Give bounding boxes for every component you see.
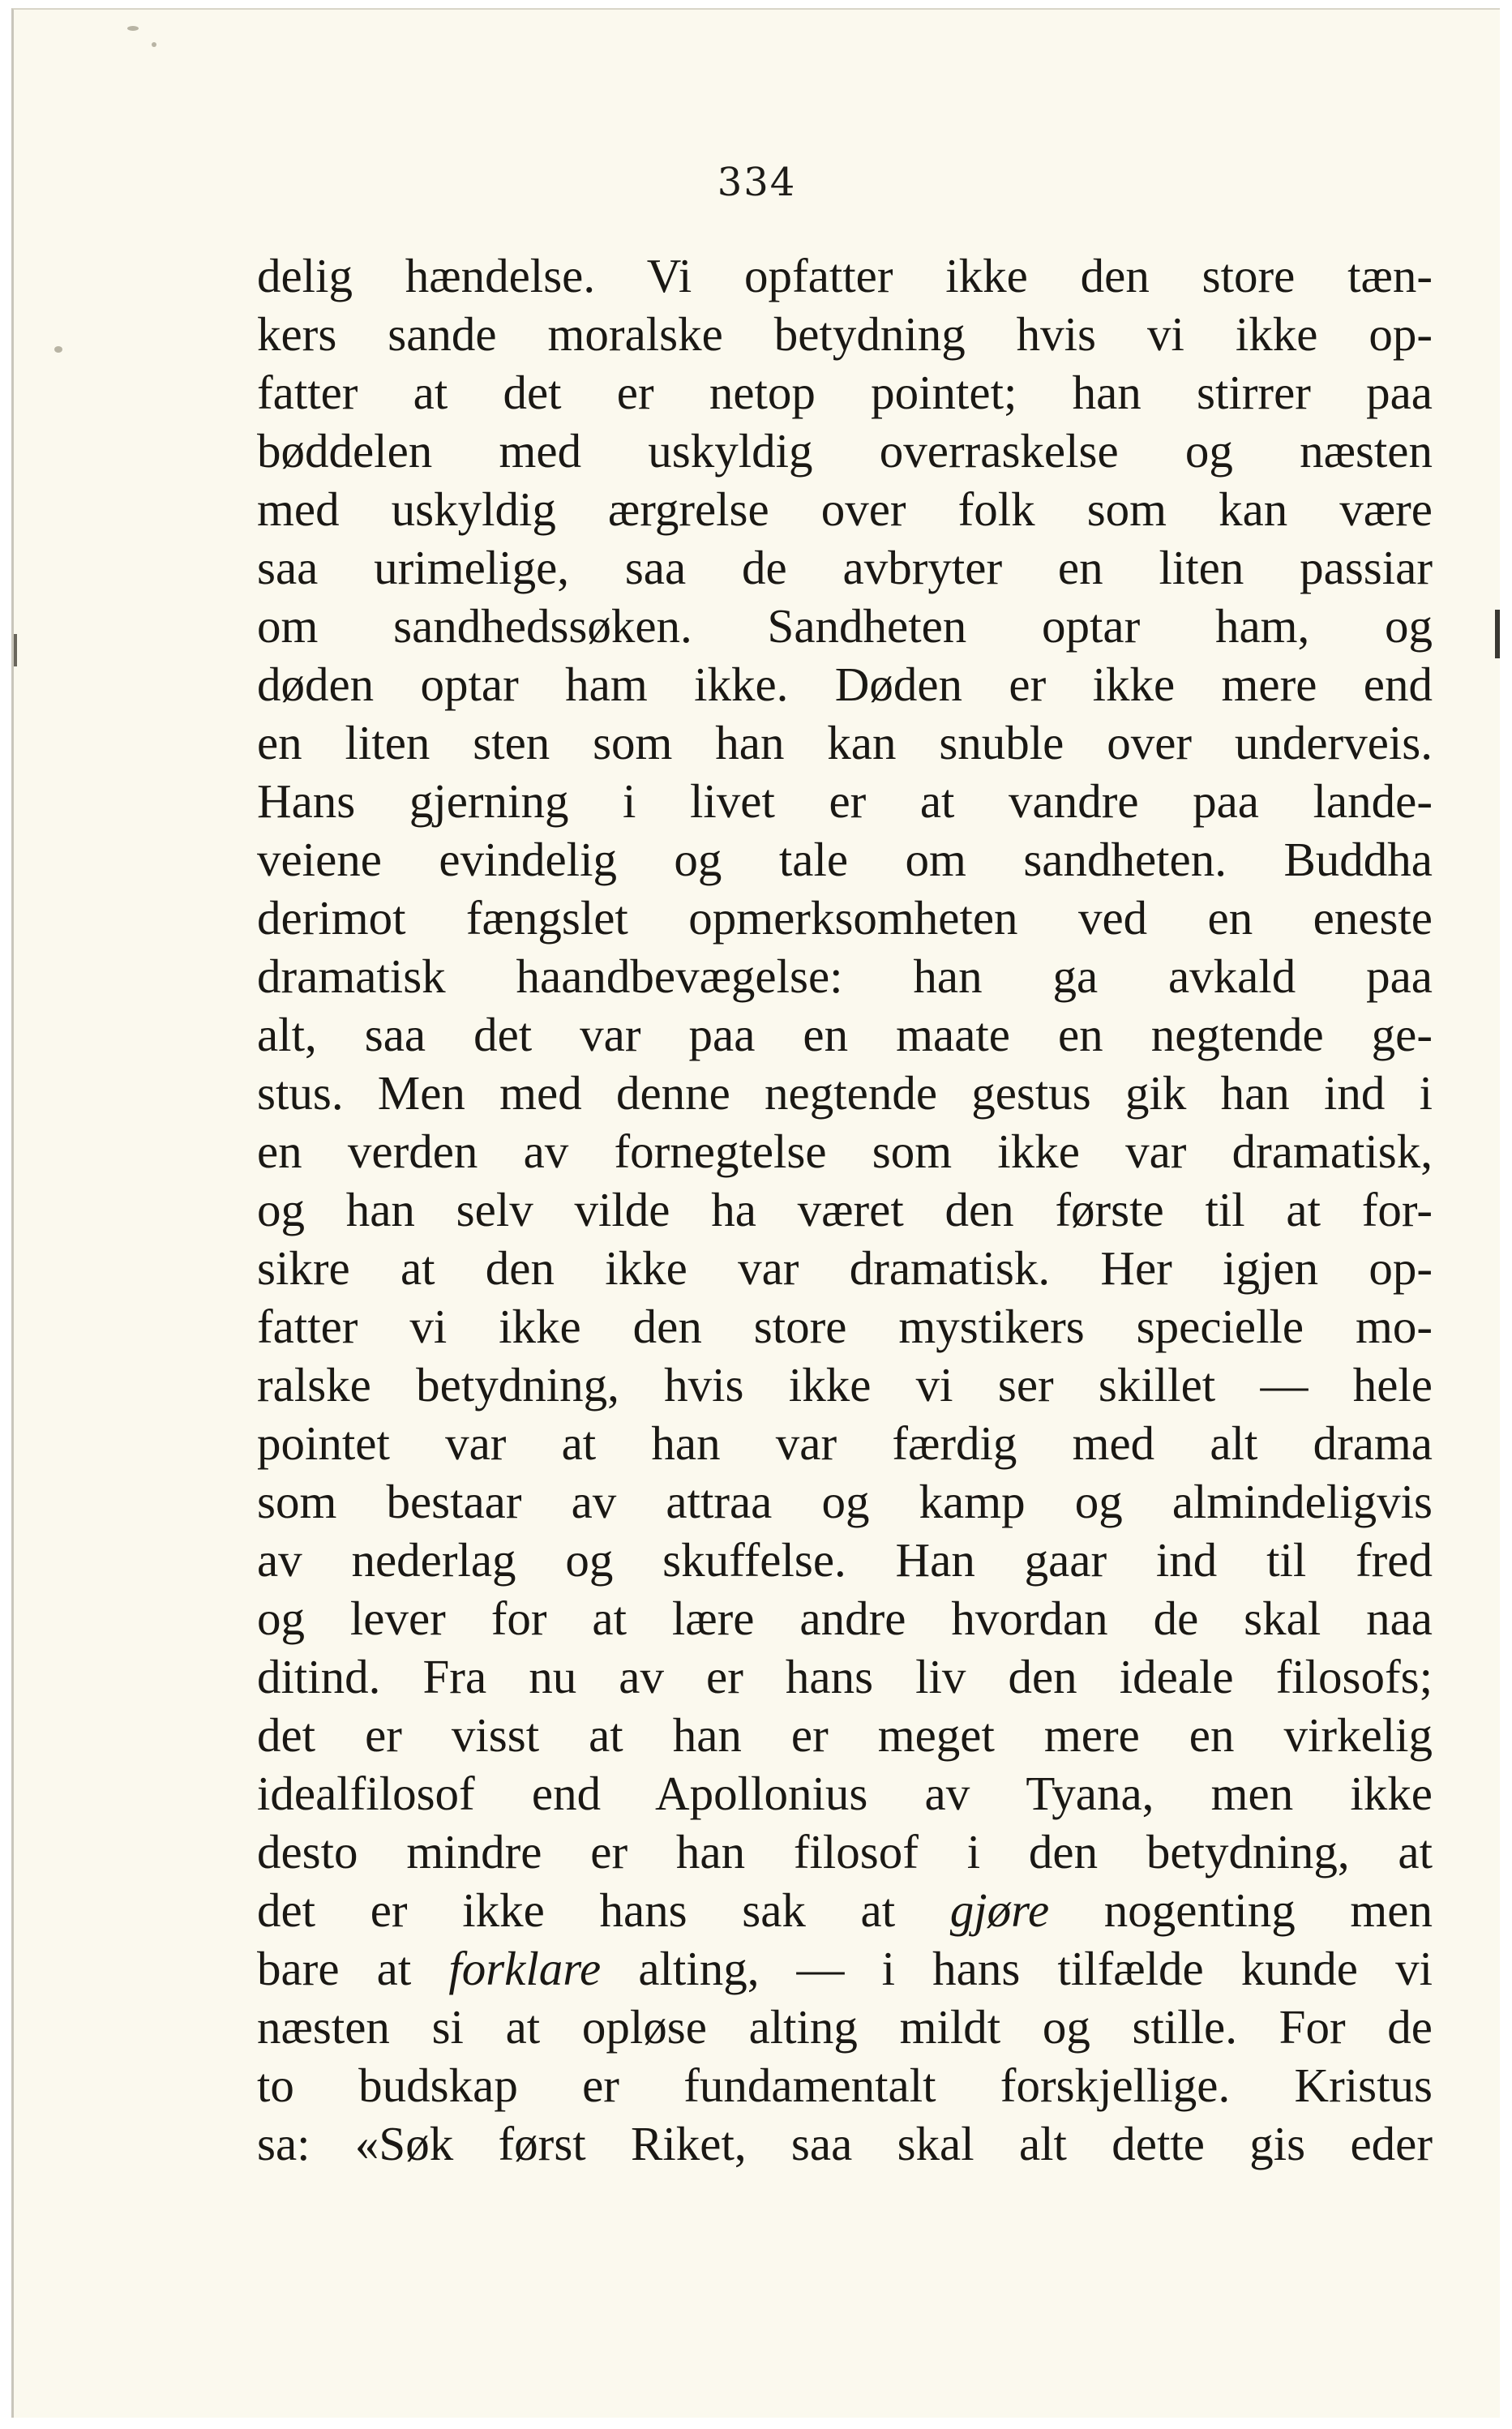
text-segment: alting, — i hans tilfælde kunde vi <box>601 1942 1433 1995</box>
text-line: døden optar ham ikke. Døden er ikke mere end <box>257 658 1433 711</box>
text-line: derimot fængslet opmerksomheten ved en eneste <box>257 891 1433 945</box>
text-line: en liten sten som han kan snuble over underveis. <box>257 716 1433 769</box>
text-line: bøddelen med uskyldig overraskelse og næsten <box>257 424 1433 478</box>
text-line: alt, saa det var paa en maate en negtende ge- <box>257 1008 1433 1061</box>
page-number: 334 <box>717 160 797 205</box>
text-line: sikre at den ikke var dramatisk. Her igjen op- <box>257 1241 1433 1295</box>
text-line: med uskyldig ærgrelse over folk som kan være <box>257 482 1433 536</box>
italic-word: forklare <box>448 1942 602 1995</box>
text-line: veiene evindelig og tale om sandheten. Buddha <box>257 833 1433 886</box>
text-line: om sandhedssøken. Sandheten optar ham, og <box>257 599 1433 653</box>
text-line: og lever for at lære andre hvordan de skal naa <box>257 1591 1433 1645</box>
text-line: ditind. Fra nu av er hans liv den ideale filosofs; <box>257 1650 1433 1703</box>
text-line: pointet var at han var færdig med alt drama <box>257 1416 1433 1470</box>
text-line: Hans gjerning i livet er at vandre paa lande- <box>257 774 1433 828</box>
text-line: fatter vi ikke den store mystikers specielle mo- <box>257 1300 1433 1353</box>
body-text <box>257 246 1433 2173</box>
text-segment: bare at <box>257 1942 449 1995</box>
text-segment: nogenting men <box>1049 1883 1433 1937</box>
text-line: av nederlag og skuffelse. Han gaar ind til fred <box>257 1533 1433 1587</box>
text-line <box>257 1881 1433 1939</box>
text-line: en verden av fornegtelse som ikke var dramatisk, <box>257 1125 1433 1178</box>
book-page <box>11 8 1500 2418</box>
text-line: delig hændelse. Vi opfatter ikke den store tæn- <box>257 249 1433 302</box>
text-line: stus. Men med denne negtende gestus gik han ind i <box>257 1066 1433 1120</box>
text-line: idealfilosof end Apollonius av Tyana, men ikke <box>257 1767 1433 1820</box>
text-line: dramatisk haandbevægelse: han ga avkald paa <box>257 949 1433 1003</box>
text-line: to budskap er fundamentalt forskjellige. Kristus <box>257 2058 1433 2112</box>
text-line: og han selv vilde ha været den første til at for- <box>257 1183 1433 1236</box>
paper-speck <box>54 346 62 353</box>
text-segment: det er ikke hans sak at <box>257 1883 950 1937</box>
text-line: kers sande moralske betydning hvis vi ikke op- <box>257 307 1433 361</box>
text-line: ralske betydning, hvis ikke vi ser skillet — hele <box>257 1358 1433 1412</box>
text-line: fatter at det er netop pointet; han stirrer paa <box>257 366 1433 419</box>
page-edge-mark <box>1495 610 1500 658</box>
text-line <box>257 1939 1433 1998</box>
text-line: desto mindre er han filosof i den betydning, at <box>257 1825 1433 1879</box>
text-line: næsten si at opløse alting mildt og stille. For de <box>257 2000 1433 2054</box>
text-line: sa: «Søk først Riket, saa skal alt dette gis eder <box>257 2117 1433 2170</box>
page-edge-mark <box>14 634 17 666</box>
paper-speck <box>127 26 139 31</box>
italic-word: gjøre <box>949 1883 1050 1937</box>
text-line: som bestaar av attraa og kamp og almindeligvis <box>257 1475 1433 1528</box>
paper-speck <box>152 42 156 47</box>
text-line: saa urimelige, saa de avbryter en liten passiar <box>257 541 1433 594</box>
text-line: det er visst at han er meget mere en virkelig <box>257 1708 1433 1762</box>
